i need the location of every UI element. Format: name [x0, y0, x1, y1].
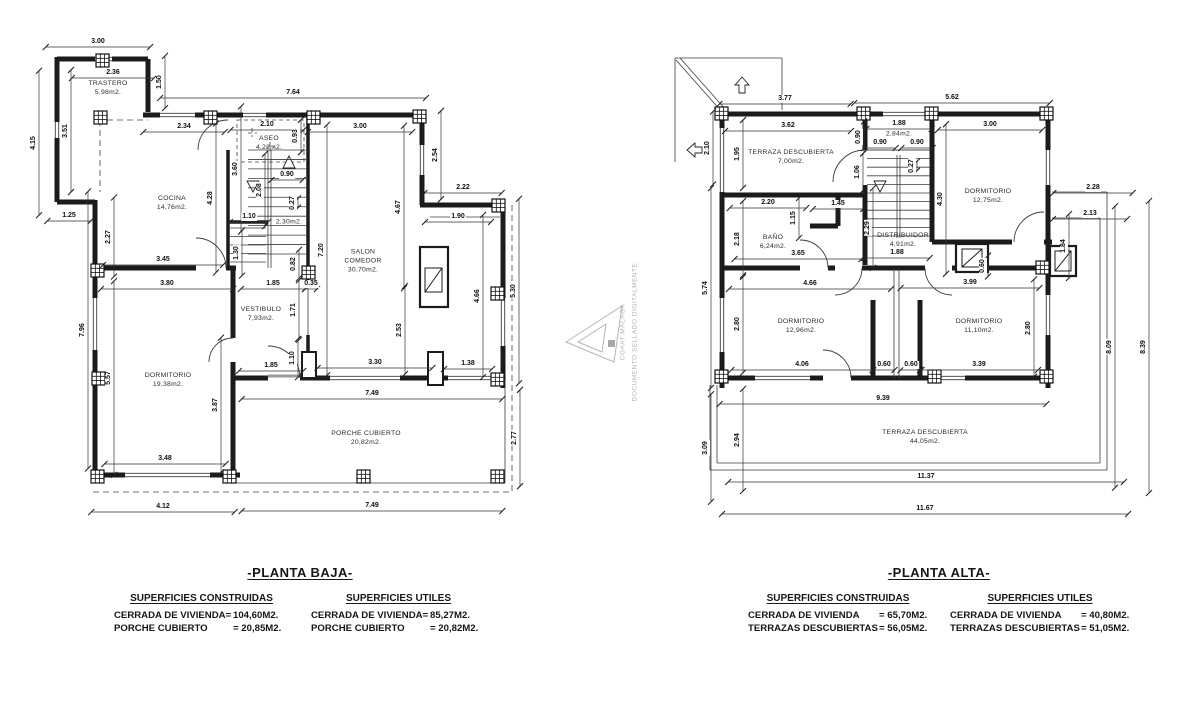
dimension-label: 3.39 [972, 361, 986, 368]
dimension-label: 11.67 [916, 505, 934, 512]
dimension-label: 0.90 [873, 139, 887, 146]
superficies-utiles-table [950, 593, 1130, 635]
dimension-label: 3.51 [62, 124, 69, 138]
dimension-label: 1.10 [289, 351, 296, 365]
dimension-label: 0.90 [855, 130, 862, 144]
dimension-label: 8.09 [1106, 340, 1113, 354]
dimension-label: 2.29 [864, 221, 871, 235]
dimension-label: 7.49 [365, 390, 379, 397]
room-label: DORMITORIO 19,38m2. [144, 372, 192, 388]
plan-title: -PLANTA ALTA- [887, 565, 991, 580]
plan-title: -PLANTA BAJA- [247, 565, 353, 580]
dimension-label: 3.87 [212, 398, 219, 412]
dimension-label: 0.90 [910, 139, 924, 146]
dimension-label: 1.90 [451, 213, 465, 220]
dimension-label: 2.54 [432, 148, 439, 162]
dimension-label: 0.93 [292, 129, 299, 143]
dimension-label: 1.50 [156, 75, 163, 89]
dimension-label: 1.88 [892, 120, 906, 127]
dimension-label: 3.45 [156, 256, 170, 263]
watermark-logo [566, 306, 622, 362]
dimension-label: 3.80 [160, 280, 174, 287]
room-label: TERRAZA DESCUBIERTA 7,00m2. [748, 149, 834, 165]
dimension-label: 3.65 [791, 250, 805, 257]
dimension-label: 5.57 [105, 371, 112, 385]
dimension-label: 0.27 [908, 159, 915, 173]
dimension-label: 1.15 [790, 211, 797, 225]
room-label: COCINA 14,76m2. [156, 195, 188, 211]
dimension-label: 1.95 [734, 147, 741, 161]
dimension-label: 2.18 [734, 232, 741, 246]
dimension-label: 2.10 [704, 141, 711, 155]
dimension-label: 2.20 [761, 199, 775, 206]
dimension-label: 1.10 [242, 213, 256, 220]
dimension-label: 1.06 [854, 165, 861, 179]
dimension-label: 2.22 [456, 184, 470, 191]
table-row: CERRADA DE VIVIENDA = 40,80M2. [950, 610, 1130, 621]
room-label: TERRAZA DESCUBIERTA 44,05m2. [882, 429, 968, 445]
dimension-label: 0.60 [877, 361, 891, 368]
dimension-label: 2.53 [396, 323, 403, 337]
dimension-label: 3.09 [702, 441, 709, 455]
planta-baja-summary [114, 565, 486, 635]
superficies-utiles-table [311, 593, 486, 635]
dimension-label: 3.00 [91, 38, 105, 45]
dimension-label: 5.30 [510, 284, 517, 298]
dimension-label: 4.66 [803, 280, 817, 287]
dimension-label: 3.00 [353, 123, 367, 130]
dimension-label: 4.66 [474, 289, 481, 303]
stair-treads-layer [230, 150, 930, 262]
dimension-label: 4.15 [30, 136, 37, 150]
dimension-label: 1.84 [1060, 239, 1067, 253]
dimension-label: 3.00 [983, 121, 997, 128]
dimension-label: 1.45 [831, 200, 845, 207]
dimension-label: 2.10 [260, 121, 274, 128]
room-label: VESTIBULO 7,93m2. [240, 306, 282, 322]
table-row: CERRADA DE VIVIENDA= 85,27M2. [311, 610, 471, 621]
dimension-label: 2.77 [511, 431, 518, 445]
dimension-label: 7.20 [318, 243, 325, 257]
table-heading: SUPERFICIES CONSTRUIDAS [130, 593, 273, 604]
dimension-label: 1.85 [266, 280, 280, 287]
dimension-label: 2.13 [1083, 210, 1097, 217]
dimension-label: 3.30 [368, 359, 382, 366]
planta-alta-summary [748, 565, 1130, 635]
dimension-label: 3.60 [232, 162, 239, 176]
dimension-label: 3.77 [778, 95, 792, 102]
dimension-label: 0.60 [979, 259, 986, 273]
dimension-label: 0.60 [904, 361, 918, 368]
dimension-label: 4.06 [795, 361, 809, 368]
table-row: TERRAZAS DESCUBIERTAS = 56,05M2. [748, 623, 928, 634]
dimension-label: 1.88 [890, 249, 904, 256]
dimension-label: 1.30 [233, 246, 240, 260]
dimension-label: 7.49 [365, 502, 379, 509]
dimension-label: 2.28 [1086, 184, 1100, 191]
dimension-label: 4.67 [395, 200, 402, 214]
stairs-direction-arrow-icon [247, 156, 886, 192]
dimension-label: 5.74 [702, 281, 709, 295]
dimension-label: 9.39 [876, 395, 890, 402]
dimension-label: 4.28 [207, 191, 214, 205]
watermark-note: DOCUMENTO SELLADO DIGITALMENTE [631, 262, 639, 402]
dimension-label: 2.80 [734, 317, 741, 331]
dimension-label: 3.99 [963, 279, 977, 286]
table-heading: SUPERFICIES UTILES [987, 593, 1093, 604]
dimension-label: 8.39 [1140, 340, 1147, 354]
dashed-lines-layer [93, 120, 512, 492]
room-label: PORCHE CUBIERTO 20,82m2. [331, 430, 401, 446]
dimension-label: 2.80 [1025, 321, 1032, 335]
dimension-label: 0.35 [304, 280, 318, 287]
dimension-label: 2.94 [734, 433, 741, 447]
dimension-label: 5.62 [945, 94, 959, 101]
dimension-label: 2.08 [256, 183, 263, 197]
table-row: CERRADA DE VIVIENDA= 104,60M2. [114, 610, 279, 621]
dimension-label: 2.34 [177, 123, 191, 130]
dimension-label: 4.30 [937, 192, 944, 206]
superficies-construidas-table [748, 593, 928, 635]
dimension-label: 0.82 [290, 257, 297, 271]
watermark-org: COAAT MALAGA [619, 303, 627, 361]
dimension-label: 3.62 [781, 122, 795, 129]
dimension-label: 2.36 [106, 69, 120, 76]
dimension-label: 7.96 [79, 323, 86, 337]
room-label: DORMITORIO 12,96m2. [777, 318, 825, 334]
superficies-construidas-table [114, 593, 289, 635]
table-row: PORCHE CUBIERTO = 20,85M2. [114, 623, 282, 634]
table-row: PORCHE CUBIERTO = 20,82M2. [311, 623, 479, 634]
table-heading: SUPERFICIES UTILES [345, 593, 451, 604]
room-label: DORMITORIO 11,10m2. [955, 318, 1003, 334]
room-label: BAÑO 6,24m2. [759, 234, 787, 250]
table-row: CERRADA DE VIVIENDA = 65,70M2. [748, 610, 928, 621]
dimension-label: 7.64 [286, 89, 300, 96]
interior-walls-layer [228, 112, 443, 385]
room-label: 2,30m2. [275, 218, 303, 226]
room-label: DORMITORIO 12,75m2. [964, 188, 1012, 204]
table-row: TERRAZAS DESCUBIERTAS = 51,05M2. [950, 623, 1130, 634]
dimension-label: 4.12 [156, 503, 170, 510]
dimension-label: 0.27 [289, 196, 296, 210]
room-label: ASEO 4,22m2. [255, 135, 283, 151]
fireplace-icon [420, 244, 1076, 307]
room-label: SALON COMEDOR 30,70m2. [344, 248, 382, 274]
dimension-label: 11.37 [917, 473, 935, 480]
dimension-label: 1.38 [461, 360, 475, 367]
dimension-label: 2.27 [105, 230, 112, 244]
room-label: TRASTERO 5,98m2. [88, 80, 128, 96]
dimension-label: 1.25 [62, 212, 76, 219]
dimension-label: 3.48 [158, 455, 172, 462]
dimension-label: 1.71 [290, 303, 297, 317]
room-label: 2,84m2. [885, 130, 913, 138]
dimension-label: 0.90 [280, 171, 294, 178]
room-label: DISTRIBUIDOR 4,91m2. [877, 232, 929, 248]
table-heading: SUPERFICIES CONSTRUIDAS [766, 593, 910, 604]
dimension-label: 1.85 [264, 362, 278, 369]
